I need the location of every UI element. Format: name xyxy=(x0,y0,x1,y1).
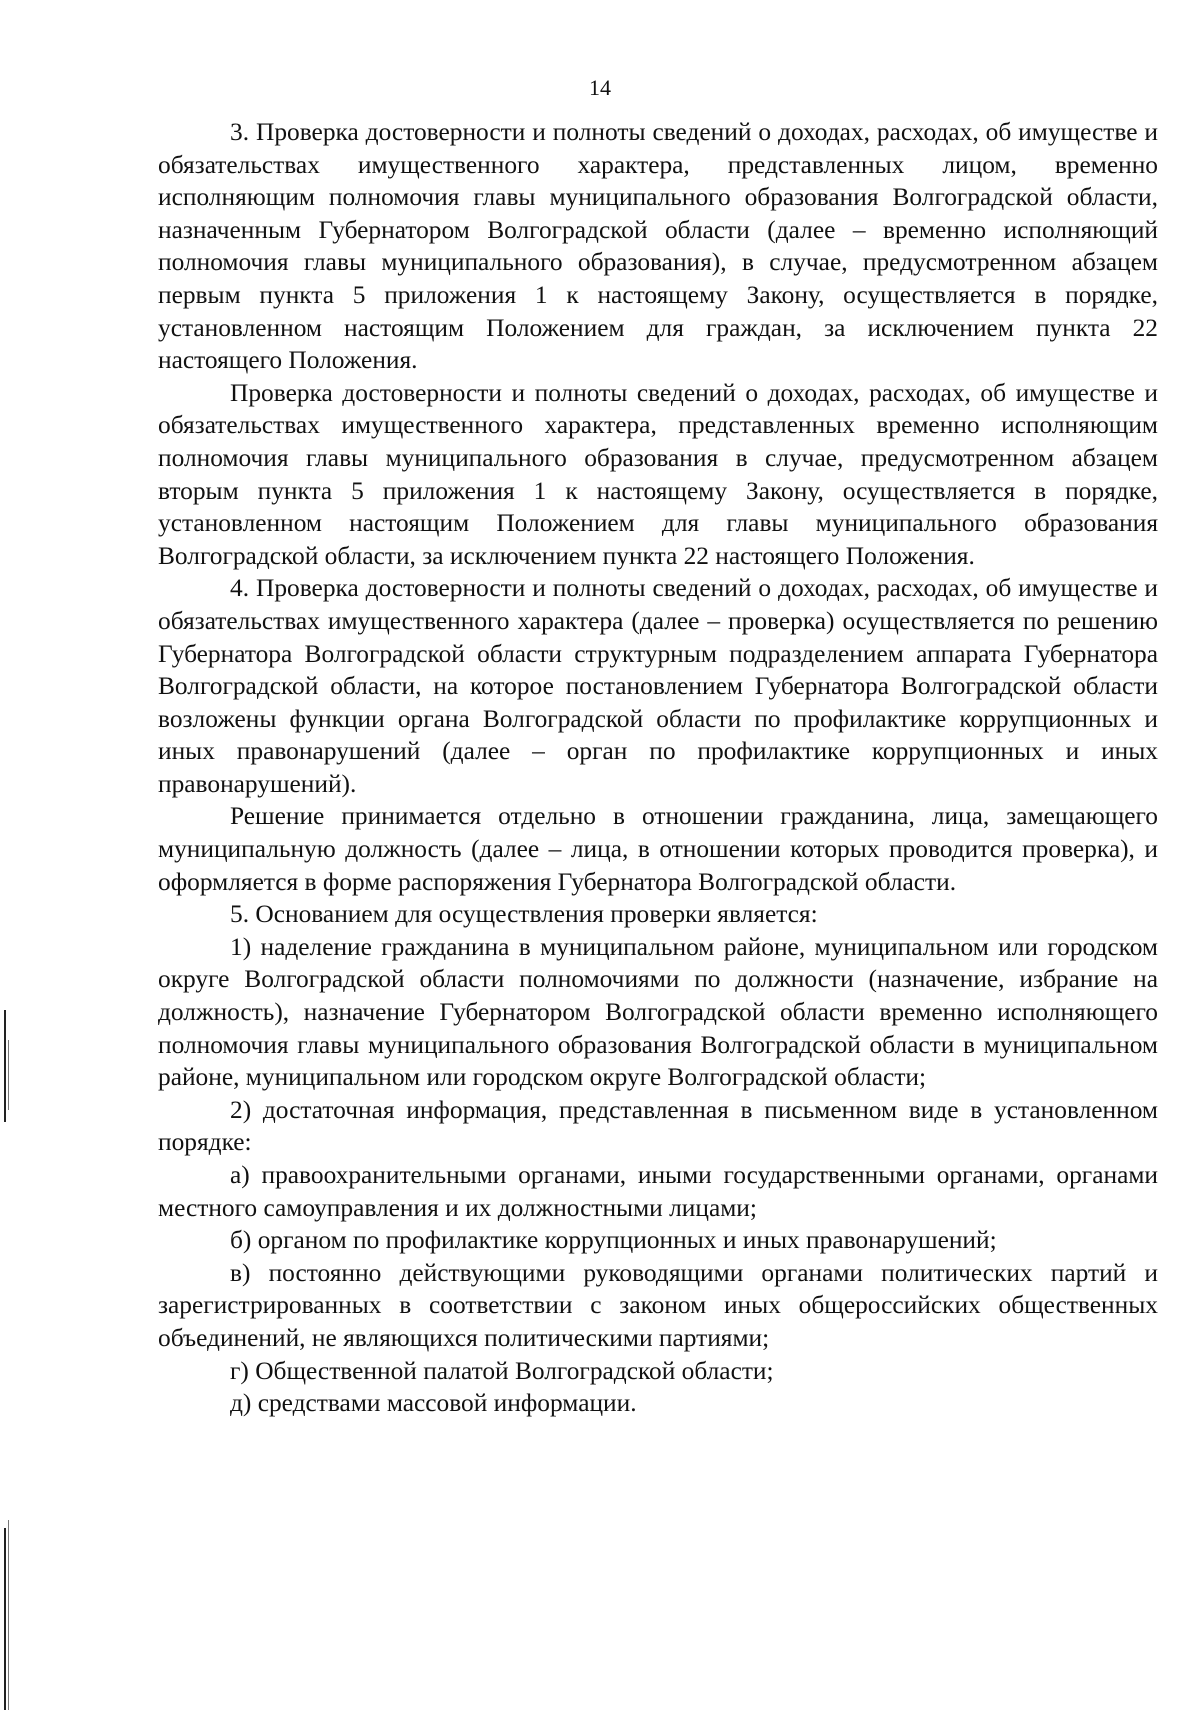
list-item-d: д) средствами массовой информации. xyxy=(230,1389,637,1418)
scan-edge-mark-upper xyxy=(4,1010,6,1122)
list-item-2: 2) достаточная информация, представленная в письменном виде в установленном порядке: xyxy=(158,1095,1158,1157)
scan-edge-mark-lower-faint xyxy=(8,1520,9,1710)
list-item-v: в) постоянно действующими руководящими органами политических партий и зарегистрированных в соответствии с законом иных общероссийских общественных объединений, не являющихся политическими партиями; xyxy=(158,1258,1158,1352)
list-item-1: 1) наделение гражданина в муниципальном районе, муниципальном или городском округе Волгоградской области полномочиями по должности (назначение, избрание на должность), назначение Губернатором Волгоградской области временно исполняющего полномочия главы муниципального образования Волгоградской области в муниципальном районе, муниципальном или городском округе Волгоградской области; xyxy=(158,932,1158,1092)
page-number: 14 xyxy=(589,75,611,100)
list-item-a: а) правоохранительными органами, иными государственными органами, органами местного самоуправления и их должностными лицами; xyxy=(158,1161,1158,1222)
list-item-g: г) Общественной палатой Волгоградской области; xyxy=(230,1356,774,1385)
list-item-b: б) органом по профилактике коррупционных и иных правонарушений; xyxy=(230,1226,997,1255)
paragraph-section-5: 5. Основанием для осуществления проверки является: xyxy=(230,900,818,929)
document-body xyxy=(158,116,1158,1420)
scan-edge-mark-lower xyxy=(4,1528,6,1710)
paragraph-section-3-second: Проверка достоверности и полноты сведений о доходах, расходах, об имуществе и обязательствах имущественного характера, представленных временно исполняющим полномочия главы муниципального образования в случае, предусмотренном абзацем вторым пункта 5 приложения 1 к настоящему Закону, осуществляется в порядке, установленном настоящим Положением для главы муниципального образования Волгоградской области, за исключением пункта 22 настоящего Положения. xyxy=(158,378,1158,570)
paragraph-decision: Решение принимается отдельно в отношении гражданина, лица, замещающего муниципальную должность (далее – лица, в отношении которых проводится проверка), и оформляется в форме распоряжения Губернатора Волгоградской области. xyxy=(158,802,1158,896)
paragraph-section-3: 3. Проверка достоверности и полноты сведений о доходах, расходах, об имуществе и обязательствах имущественного характера, представленных лицом, временно исполняющим полномочия главы муниципального образования Волгоградской области, назначенным Губернатором Волгоградской области (далее – временно исполняющий полномочия главы муниципального образования), в случае, предусмотренном абзацем первым пункта 5 приложения 1 к настоящему Закону, осуществляется в порядке, установленном настоящим Положением для граждан, за исключением пункта 22 настоящего Положения. xyxy=(158,118,1158,375)
paragraph-section-4: 4. Проверка достоверности и полноты сведений о доходах, расходах, об имуществе и обязательствах имущественного характера (далее – проверка) осуществляется по решению Губернатора Волгоградской области структурным подразделением аппарата Губернатора Волгоградской области, на которое постановлением Губернатора Волгоградской области возложены функции органа Волгоградской области по профилактике коррупционных и иных правонарушений (далее – орган по профилактике коррупционных и иных правонарушений). xyxy=(158,574,1158,798)
scan-edge-mark-upper-faint xyxy=(8,1040,9,1110)
